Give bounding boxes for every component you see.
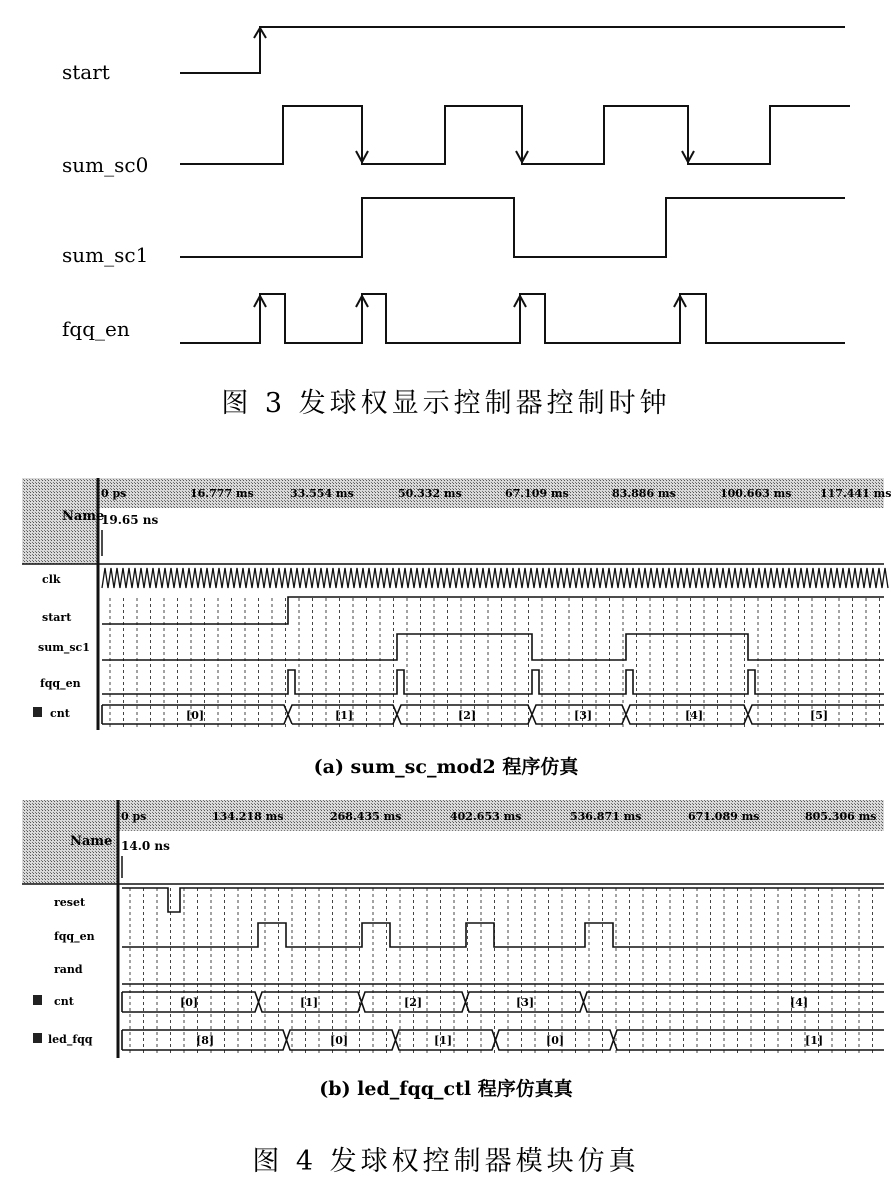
bus-value: [1] (805, 1034, 824, 1047)
bus-value: [1] (434, 1034, 453, 1047)
bus-value: [2] (404, 996, 423, 1009)
bus-value: [3] (516, 996, 535, 1009)
wave-fqq-en (102, 670, 884, 694)
wave-sum-sc1 (102, 634, 884, 660)
signal-label-fqq-en: fqq_en (62, 317, 130, 341)
rising-arrow (254, 28, 266, 55)
signal-name-start: start (42, 611, 72, 624)
rising-arrow (514, 296, 526, 338)
bus-value: [4] (685, 709, 704, 722)
time-tick-label: 16.777 ms (190, 487, 254, 500)
simulation-a-caption: (a) sum_sc_mod2 程序仿真 (313, 756, 579, 778)
wave-fqq-en (122, 923, 884, 947)
simulation-b-caption: (b) led_fqq_ctl 程序仿真真 (319, 1078, 573, 1100)
bus-value: [2] (458, 709, 477, 722)
signal-label-sum-sc0: sum_sc0 (62, 153, 149, 177)
bus-value: [1] (300, 996, 319, 1009)
falling-arrow (516, 130, 528, 162)
falling-arrow (356, 130, 368, 162)
bus-value: [0] (330, 1034, 349, 1047)
bus-value: [4] (790, 996, 809, 1009)
simulation-a-panel (22, 478, 891, 778)
time-tick-label: 402.653 ms (450, 810, 522, 823)
simulation-b-panel (22, 800, 884, 1100)
time-tick-label: 805.306 ms (805, 810, 877, 823)
figure3-timing-diagram (62, 27, 850, 419)
wave-led-fqq-bus (122, 1030, 884, 1050)
waveform-start (180, 27, 845, 73)
time-tick-label: 33.554 ms (290, 487, 354, 500)
figure3-caption: 图 3 发球权显示控制器控制时钟 (221, 388, 671, 419)
time-tick-label: 0 ps (121, 810, 147, 823)
signal-name-clk: clk (42, 573, 61, 586)
wave-start (102, 597, 884, 624)
signal-name-reset: reset (54, 896, 86, 909)
bus-expand-icon[interactable] (33, 995, 42, 1005)
signal-name-rand: rand (54, 963, 83, 976)
time-tick-label: 83.886 ms (612, 487, 676, 500)
figure4-caption: 图 4 发球权控制器模块仿真 (252, 1146, 640, 1177)
wave-cnt-bus (122, 992, 884, 1012)
signal-label-start: start (62, 60, 110, 84)
bus-value: [0] (546, 1034, 565, 1047)
name-column-header: Name (70, 834, 113, 849)
waveform-sum-sc0 (180, 106, 850, 164)
rising-arrow (356, 296, 368, 338)
time-tick-label: 671.089 ms (688, 810, 760, 823)
signal-name-cnt: cnt (50, 707, 70, 720)
wave-clk (102, 568, 888, 588)
time-tick-label: 117.441 ms (820, 487, 892, 500)
bus-expand-icon[interactable] (33, 1033, 42, 1043)
wave-cnt-bus (102, 705, 884, 724)
cursor-time-value: 19.65 ns (101, 513, 159, 527)
bus-value: [0] (180, 996, 199, 1009)
falling-arrow (682, 130, 694, 162)
bus-value: [5] (810, 709, 829, 722)
time-tick-label: 268.435 ms (330, 810, 402, 823)
name-column-header: Name (62, 509, 105, 524)
waveform-fqq-en (180, 294, 845, 343)
bus-value: [1] (335, 709, 354, 722)
signal-name-fqq-en: fqq_en (54, 930, 95, 943)
time-tick-label: 67.109 ms (505, 487, 569, 500)
signal-name-sum-sc1: sum_sc1 (38, 641, 90, 654)
bus-value: [0] (186, 709, 205, 722)
wave-reset (122, 888, 884, 912)
rising-arrow (674, 296, 686, 338)
bus-value: [8] (196, 1034, 215, 1047)
signal-name-led-fqq: led_fqq (48, 1033, 93, 1046)
cursor-time-value: 14.0 ns (121, 839, 170, 853)
bus-expand-icon[interactable] (33, 707, 42, 717)
waveform-sum-sc1 (180, 198, 845, 257)
time-tick-label: 0 ps (101, 487, 127, 500)
signal-name-cnt: cnt (54, 995, 74, 1008)
time-tick-label: 536.871 ms (570, 810, 642, 823)
signal-label-sum-sc1: sum_sc1 (62, 243, 149, 267)
signal-name-fqq-en: fqq_en (40, 677, 81, 690)
time-tick-label: 100.663 ms (720, 487, 792, 500)
time-tick-label: 50.332 ms (398, 487, 462, 500)
time-tick-label: 134.218 ms (212, 810, 284, 823)
rising-arrow (254, 296, 266, 338)
bus-value: [3] (574, 709, 593, 722)
